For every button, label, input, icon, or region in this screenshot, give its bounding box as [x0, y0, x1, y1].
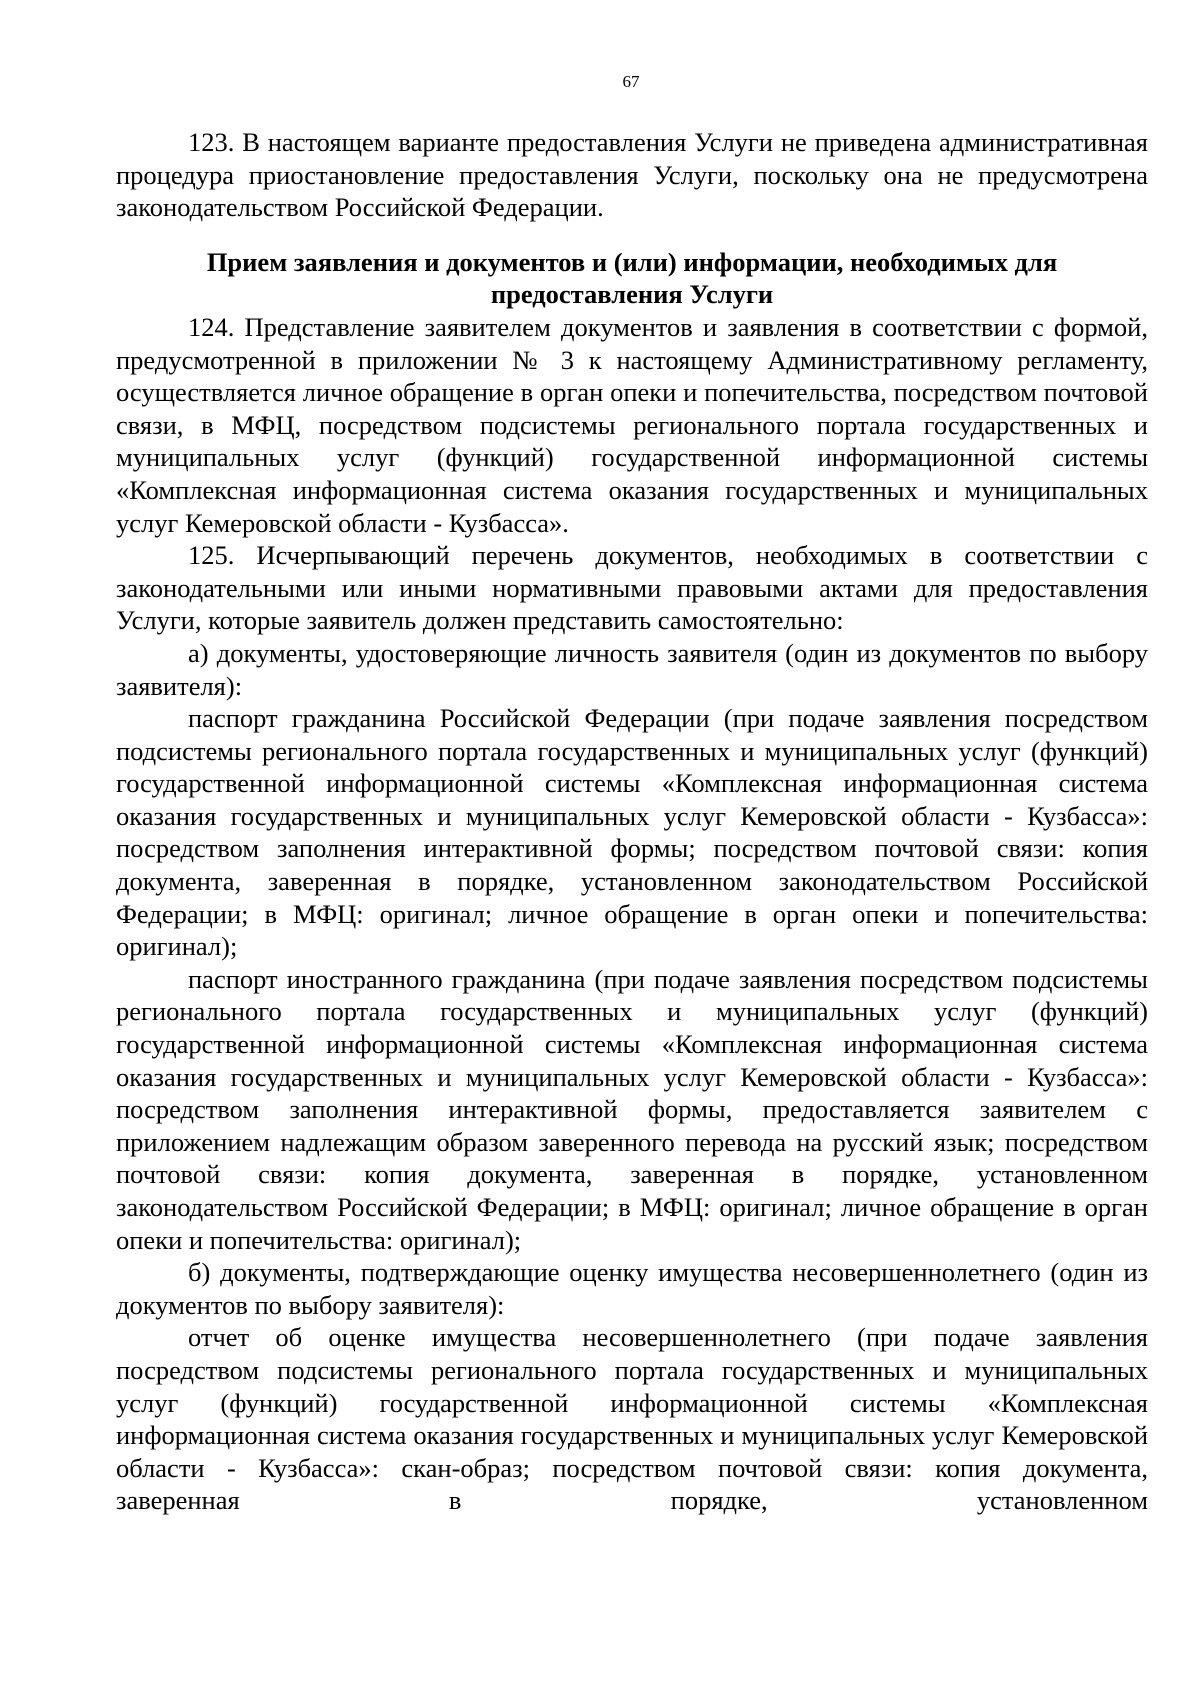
section-heading-line-2: предоставления Услуги [490, 279, 774, 310]
paragraph-valuation-report: отчет об оценке имущества несовершеннолетнего (при подаче заявления посредством подсистемы регионального портала государственных и муниципальных услуг (функций) государственной информационной системы «Комплексная информационная система оказания государственных и муниципальных услуг Кемеровской области - Кузбасса»: скан-образ; посредством почтовой связи: копия документа, заверенная в порядке, установленном [116, 1322, 1148, 1516]
paragraph-125: 125. Исчерпывающий перечень документов, необходимых в соответствии с законодательными или иными нормативными правовыми актами для предоставления Услуги, которые заявитель должен представить самостоятельно: [116, 540, 1148, 636]
section-heading [116, 246, 1148, 311]
page-number: 67 [622, 72, 640, 91]
paragraph-item-a: а) документы, удостоверяющие личность заявителя (один из документов по выбору заявителя): [116, 637, 1148, 701]
document-body [116, 126, 1148, 1517]
section-heading-line-1: Прием заявления и документов и (или) информации, необходимых для [206, 246, 1058, 277]
paragraph-passport-foreign: паспорт иностранного гражданина (при подаче заявления посредством подсистемы регионального портала государственных и муниципальных услуг (функций) государственной информационной системы «Комплексная информационная система оказания государственных и муниципальных услуг Кемеровской области - Кузбасса»: посредством заполнения интерактивной формы, предоставляется заявителем с приложением надлежащим образом заверенного перевода на русский язык; посредством почтовой связи: копия документа, заверенная в порядке, установленном законодательством Российской Федерации; в МФЦ: оригинал; личное обращение в орган опеки и попечительства: оригинал); [116, 963, 1148, 1255]
paragraph-124: 124. Представление заявителем документов и заявления в соответствии с формой, предусмотренной в приложении № 3 к настоящему Административному регламенту, осуществляется личное обращение в орган опеки и попечительства, посредством почтовой связи, в МФЦ, посредством подсистемы регионального портала государственных и муниципальных услуг (функций) государственной информационной системы «Комплексная информационная система оказания государственных и муниципальных услуг Кемеровской области - Кузбасса». [116, 311, 1148, 538]
paragraph-passport-rf: паспорт гражданина Российской Федерации (при подаче заявления посредством подсистемы регионального портала государственных и муниципальных услуг (функций) государственной информационной системы «Комплексная информационная система оказания государственных и муниципальных услуг Кемеровской области - Кузбасса»: посредством заполнения интерактивной формы; посредством почтовой связи: копия документа, заверенная в порядке, установленном законодательством Российской Федерации; в МФЦ: оригинал; личное обращение в орган опеки и попечительства: оригинал); [116, 703, 1148, 962]
paragraph-item-b: б) документы, подтверждающие оценку имущества несовершеннолетнего (один из документов по выбору заявителя): [116, 1257, 1148, 1320]
paragraph-123: 123. В настоящем варианте предоставления Услуги не приведена административная процедура приостановление предоставления Услуги, поскольку она не предусмотрена законодательством Российской Федерации. [116, 127, 1148, 223]
